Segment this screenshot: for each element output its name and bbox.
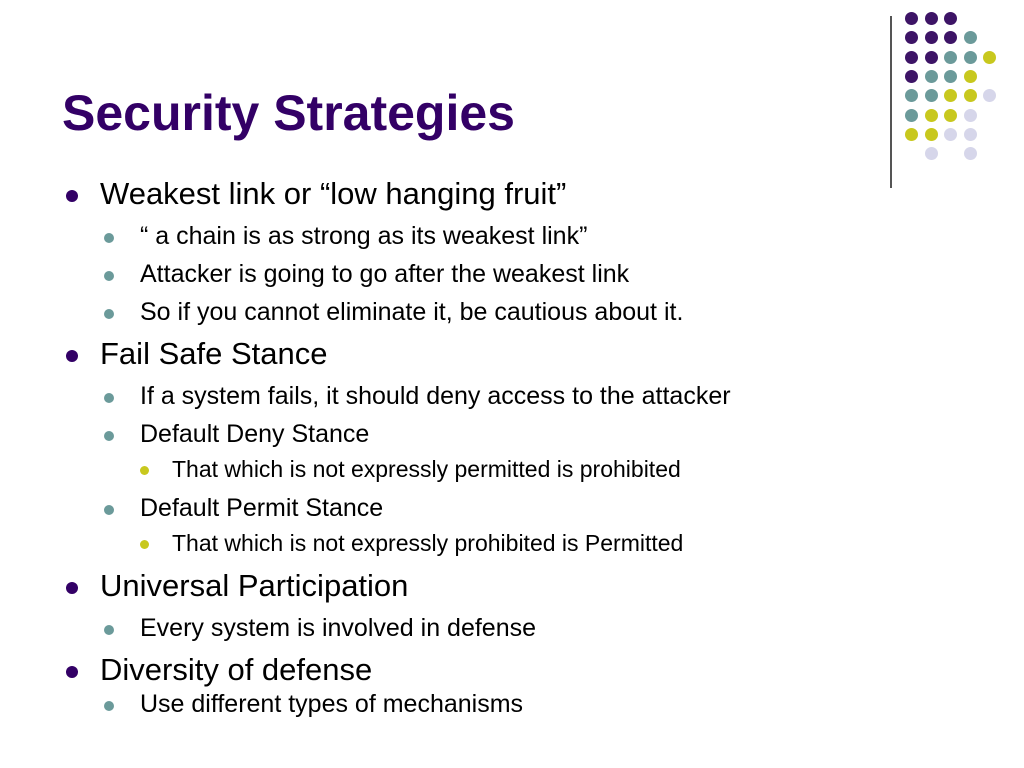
decorative-dot-icon (964, 31, 977, 44)
bullet-dot-icon (104, 625, 114, 635)
decorative-dot-icon (964, 70, 977, 83)
bullet-dot-icon (104, 701, 114, 711)
decorative-dot-icon (925, 89, 938, 102)
decorative-dot-icon (905, 31, 918, 44)
decorative-dot-grid (905, 12, 1005, 172)
bullet-text: Attacker is going to go after the weakest link (140, 260, 630, 288)
decorative-dot-icon (944, 31, 957, 44)
decorative-dot-icon (925, 51, 938, 64)
decorative-dot-icon (944, 70, 957, 83)
decorative-dot-icon (905, 12, 918, 25)
bullet-text: Diversity of defense (100, 652, 373, 687)
decorative-dot-icon (925, 147, 938, 160)
bullet-text: Default Deny Stance (140, 420, 370, 448)
decorative-dot-icon (964, 147, 977, 160)
bullet-text: So if you cannot eliminate it, be cautious about it. (140, 298, 684, 326)
decorative-dot-icon (905, 109, 918, 122)
decorative-dot-icon (905, 70, 918, 83)
bullet-text: Default Permit Stance (140, 494, 384, 522)
bullet-dot-icon (140, 540, 149, 549)
decorative-dot-icon (964, 109, 977, 122)
decorative-dot-icon (925, 12, 938, 25)
bullet-dot-icon (104, 309, 114, 319)
bullet-dot-icon (66, 350, 78, 362)
bullet-dot-icon (66, 666, 78, 678)
slide-title: Security Strategies (62, 85, 515, 141)
decorative-dot-icon (944, 109, 957, 122)
bullet-dot-icon (104, 393, 114, 403)
decorative-dot-icon (905, 89, 918, 102)
bullet-dot-icon (140, 466, 149, 475)
bullet-text: Fail Safe Stance (100, 336, 328, 371)
bullet-dot-icon (104, 233, 114, 243)
bullet-dot-icon (104, 271, 114, 281)
title-divider (890, 16, 892, 188)
decorative-dot-icon (964, 128, 977, 141)
bullet-text: Every system is involved in defense (140, 614, 537, 642)
decorative-dot-icon (925, 128, 938, 141)
bullet-text: “ a chain is as strong as its weakest link” (140, 222, 588, 250)
decorative-dot-icon (925, 70, 938, 83)
decorative-dot-icon (944, 128, 957, 141)
decorative-dot-icon (925, 31, 938, 44)
bullet-text: That which is not expressly prohibited is Permitted (172, 530, 684, 556)
decorative-dot-icon (983, 51, 996, 64)
bullet-text: That which is not expressly permitted is prohibited (172, 456, 681, 482)
decorative-dot-icon (944, 51, 957, 64)
bullet-text: Weakest link or “low hanging fruit” (100, 176, 567, 211)
decorative-dot-icon (905, 128, 918, 141)
decorative-dot-icon (983, 89, 996, 102)
bullet-dot-icon (104, 431, 114, 441)
decorative-dot-icon (964, 51, 977, 64)
decorative-dot-icon (944, 12, 957, 25)
bullet-text: Universal Participation (100, 568, 409, 603)
bullet-dot-icon (66, 190, 78, 202)
bullet-text: Use different types of mechanisms (140, 690, 524, 718)
decorative-dot-icon (925, 109, 938, 122)
bullet-text: If a system fails, it should deny access to the attacker (140, 382, 731, 410)
decorative-dot-icon (964, 89, 977, 102)
decorative-dot-icon (944, 89, 957, 102)
bullet-dot-icon (66, 582, 78, 594)
bullet-dot-icon (104, 505, 114, 515)
decorative-dot-icon (905, 51, 918, 64)
